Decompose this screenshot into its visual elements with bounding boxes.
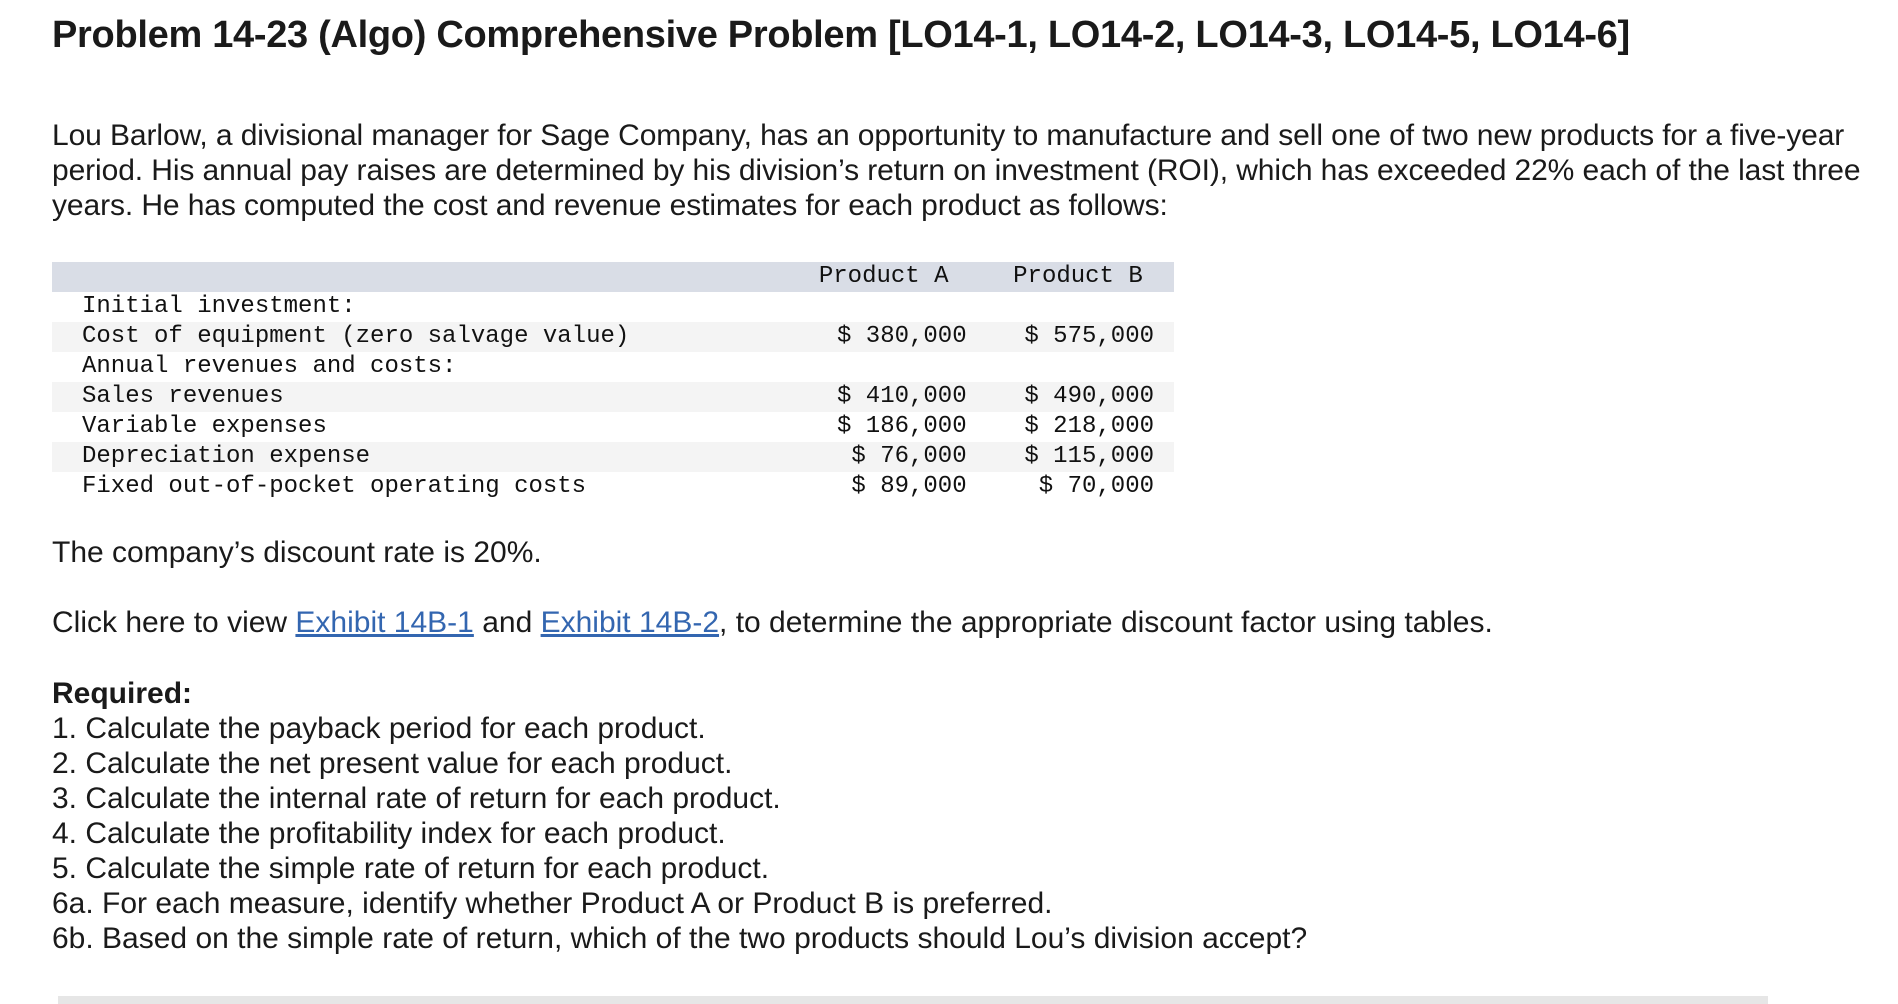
problem-title: Problem 14-23 (Algo) Comprehensive Problem [LO14-1, LO14-2, LO14-3, LO14-5, LO14-6] [52,14,1630,56]
table-row [52,412,1174,442]
value-product-b: $ 115,000 [982,442,1174,472]
problem-intro: Lou Barlow, a divisional manager for Sage Company, has an opportunity to manufacture and sell one of two new products for a five-year period. His annual pay raises are determined by his division’s return on investment (ROI), which has exceeded 22% each of the last three years. He has computed the cost and revenue estimates for each product as follows: [52,119,1861,222]
cost-revenue-table [52,262,1174,502]
value-product-b: $ 490,000 [982,382,1174,412]
list-item: 5. Calculate the simple rate of return for each product. [52,852,770,885]
list-item: 2. Calculate the net present value for each product. [52,747,733,780]
discount-rate-text: The company’s discount rate is 20%. [52,536,542,569]
required-section [52,676,1307,956]
section-initial-investment: Initial investment: [82,293,356,320]
section-annual-revenues: Annual revenues and costs: [82,353,457,380]
table-row [52,382,1174,412]
table-row [52,322,1174,352]
table-row [52,472,1174,502]
table-row [52,442,1174,472]
value-product-a: $ 76,000 [793,442,975,472]
table-header-row [52,262,1174,292]
click-middle: and [473,606,541,639]
value-product-b: $ 70,000 [1038,473,1154,500]
table-section-row [52,292,1174,322]
header-product-a: Product A [793,262,975,292]
table-section-row [52,352,1174,382]
row-label: Sales revenues [52,382,793,412]
row-label: Fixed out-of-pocket operating costs [82,473,587,500]
click-suffix: , to determine the appropriate discount factor using tables. [719,606,1493,639]
required-list [52,711,1307,956]
list-item: 1. Calculate the payback period for each product. [52,712,706,745]
row-label: Depreciation expense [52,442,793,472]
list-item: 6a. For each measure, identify whether Product A or Product B is preferred. [52,887,1053,920]
header-blank [52,262,793,292]
exhibit-instructions [52,606,1493,640]
value-product-b: $ 575,000 [982,322,1174,352]
value-product-b: $ 218,000 [1024,413,1154,440]
required-heading: Required: [52,677,193,710]
list-item: 4. Calculate the profitability index for each product. [52,817,726,850]
header-product-b: Product B [982,262,1174,292]
row-label: Variable expenses [82,413,327,440]
click-prefix: Click here to view [52,606,296,639]
exhibit-14b-1-link[interactable]: Exhibit 14B-1 [295,606,474,639]
value-product-a: $ 186,000 [836,413,967,440]
value-product-a: $ 410,000 [793,382,975,412]
value-product-a: $ 89,000 [851,473,967,500]
answer-area-divider [58,996,1768,1004]
list-item: 6b. Based on the simple rate of return, which of the two products should Lou’s division accept? [52,922,1308,955]
row-label: Cost of equipment (zero salvage value) [52,322,793,352]
value-product-a: $ 380,000 [793,322,975,352]
exhibit-14b-2-link[interactable]: Exhibit 14B-2 [540,606,720,639]
list-item: 3. Calculate the internal rate of return for each product. [52,782,781,815]
